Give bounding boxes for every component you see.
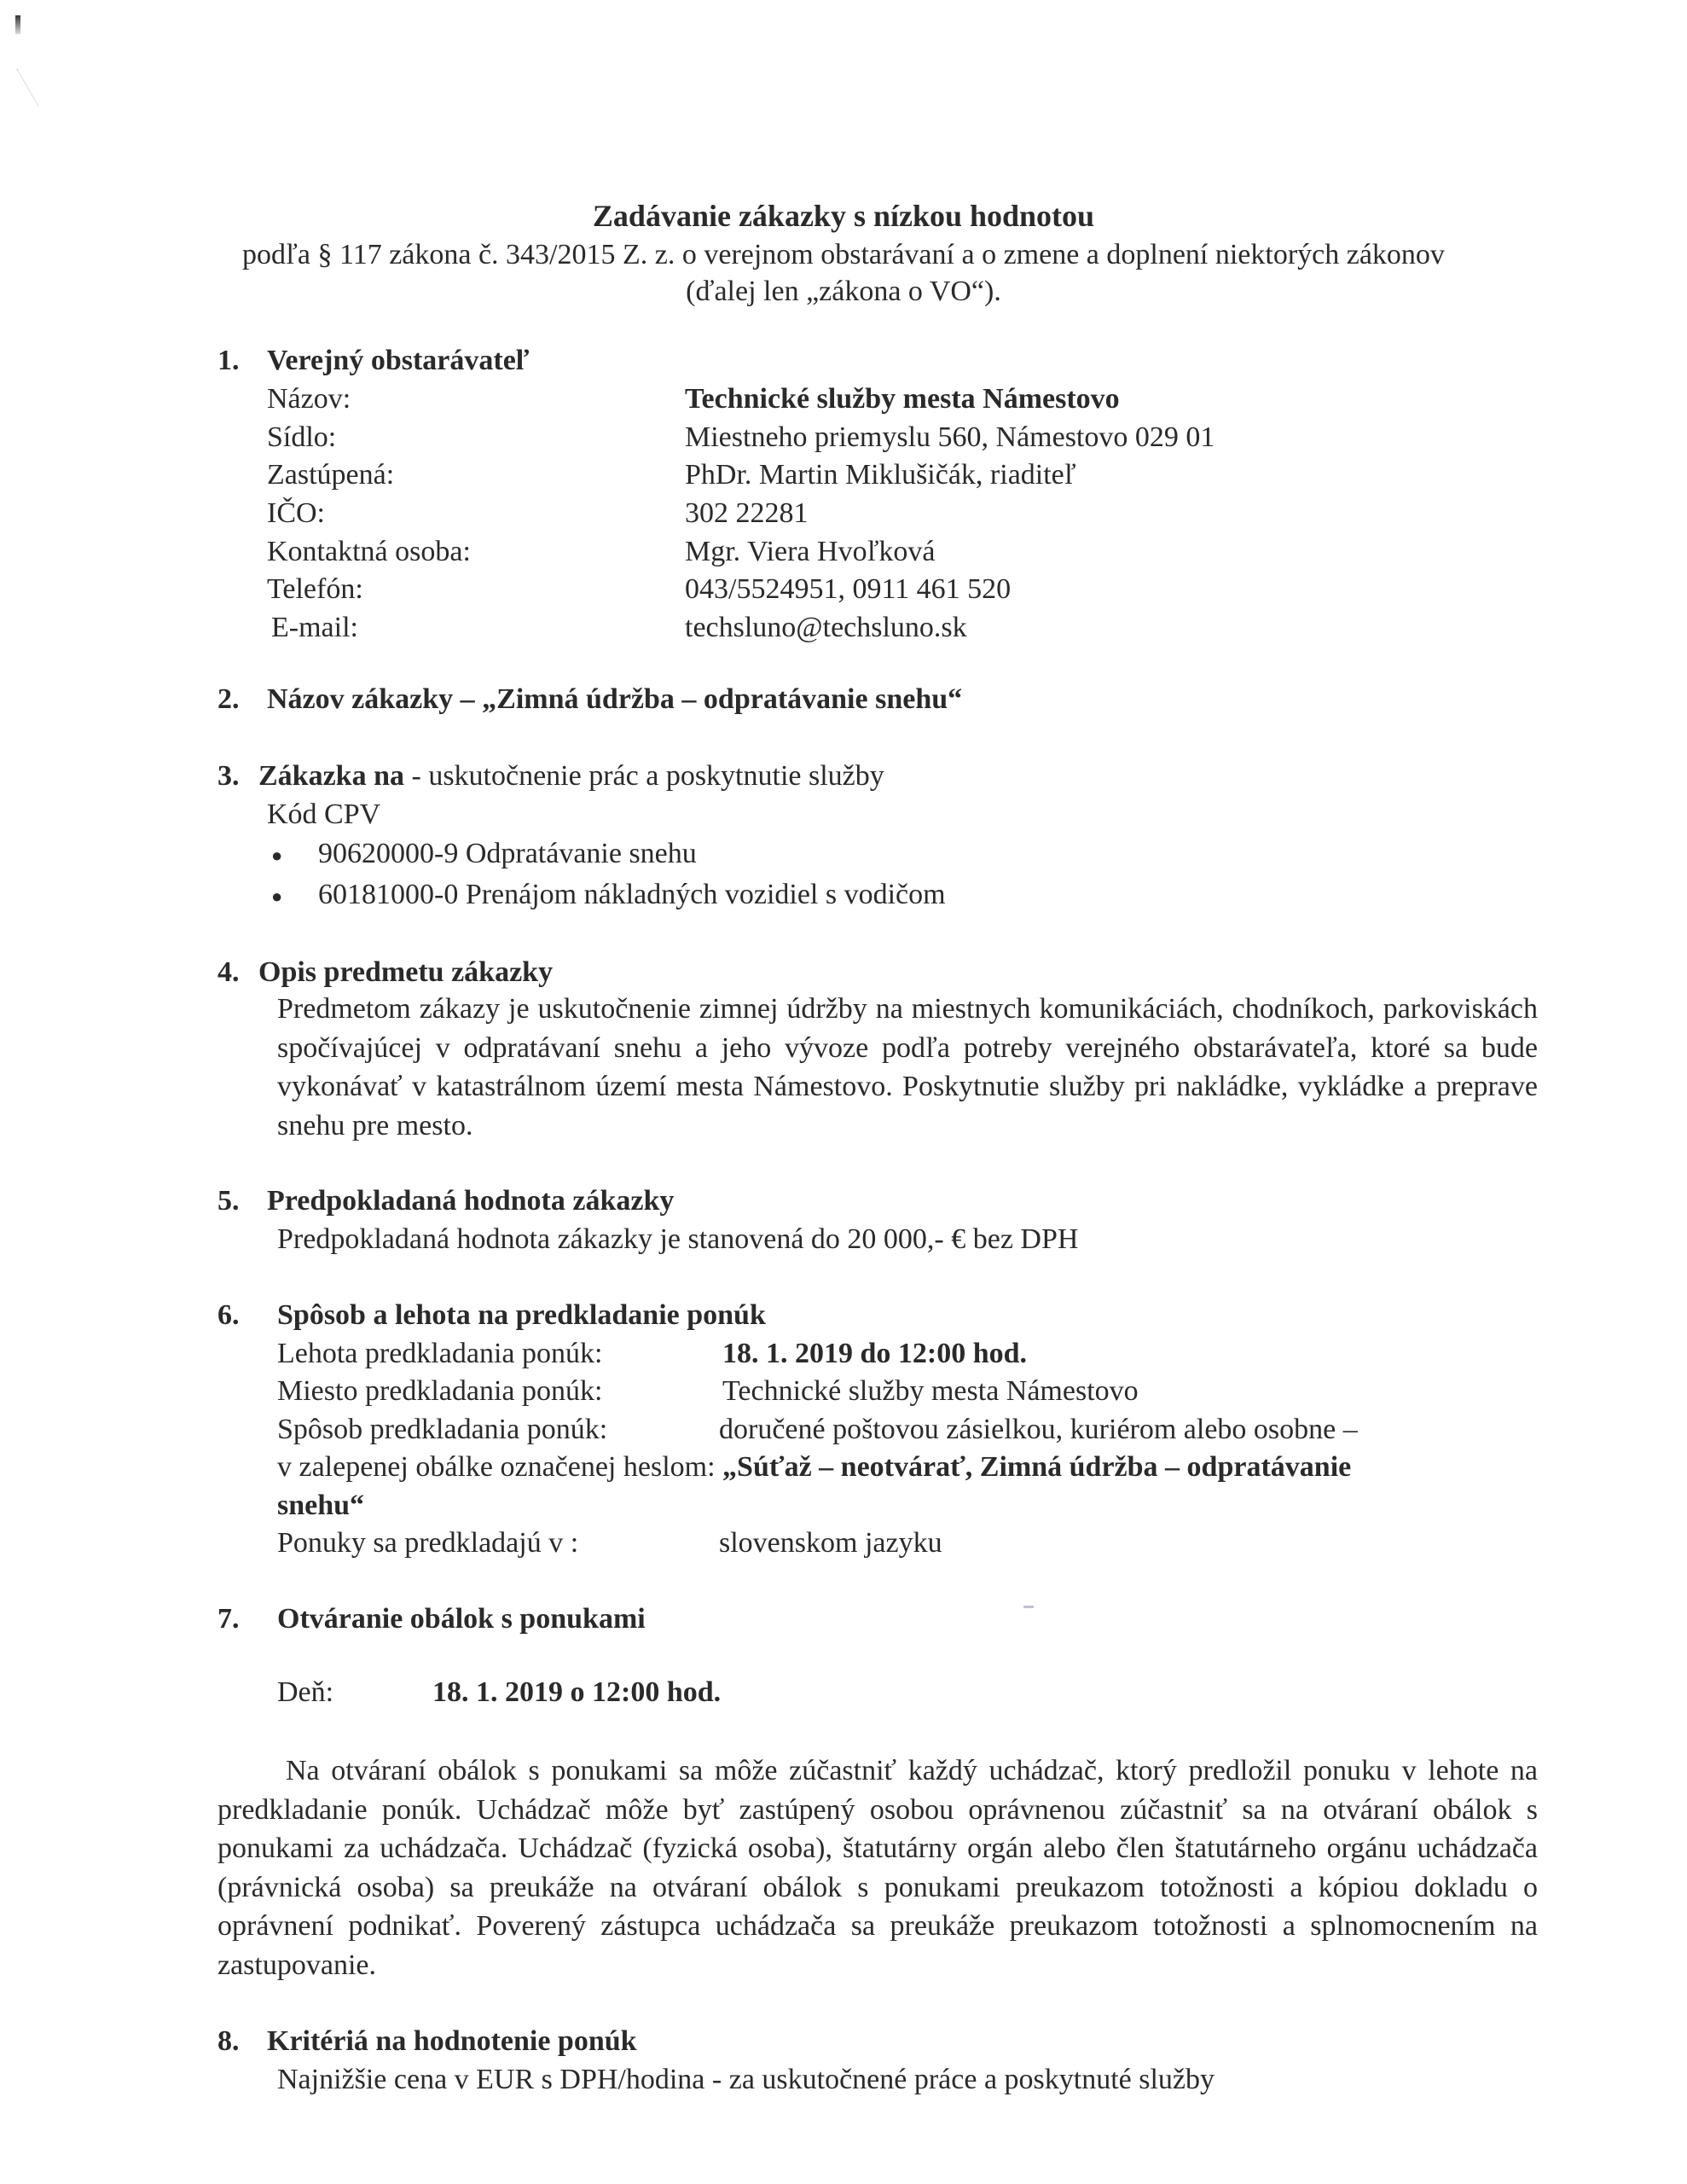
- scan-artifact: [1023, 1606, 1034, 1608]
- field-value: doručené poštovou zásielkou, kuriérom alebo osobne –: [719, 1414, 1358, 1445]
- envelope-password-cont: snehu“: [277, 1490, 365, 1521]
- scan-artifact: [15, 15, 20, 34]
- section-heading: Zákazka na: [258, 760, 404, 792]
- day-value: 18. 1. 2019 o 12:00 hod.: [432, 1676, 722, 1708]
- field-value: PhDr. Martin Miklušičák, riaditeľ: [685, 459, 1076, 491]
- envelope-password: „Súťaž – neotvárať, Zimná údržba – odpratávanie: [722, 1451, 1352, 1483]
- section-number: 1.: [217, 345, 240, 376]
- section-number: 4.: [217, 956, 240, 988]
- field-value: slovenskom jazyku: [719, 1527, 942, 1559]
- section-heading: Otváranie obálok s ponukami: [277, 1603, 646, 1635]
- section-number: 8.: [217, 2025, 240, 2057]
- deadline-value: 18. 1. 2019 do 12:00 hod.: [722, 1338, 1028, 1369]
- bullet-icon: ●: [271, 845, 283, 866]
- section-body: Najnižšie cena v EUR s DPH/hodina - za uskutočnené práce a poskytnuté služby: [277, 2064, 1215, 2095]
- document-subtitle-2: (ďalej len „zákona o VO“).: [686, 276, 1001, 307]
- field-label: IČO:: [267, 497, 325, 529]
- section-heading: Názov zákazky – „Zimná údržba – odpratávanie snehu“: [267, 683, 963, 715]
- field-value: Technické služby mesta Námestovo: [685, 383, 1120, 415]
- section-number: 2.: [217, 683, 240, 715]
- section-heading: Kritériá na hodnotenie ponúk: [267, 2025, 637, 2057]
- field-label: Spôsob predkladania ponúk:: [277, 1414, 608, 1445]
- envelope-text: v zalepenej obálke označenej heslom:: [277, 1451, 723, 1483]
- field-value: Mgr. Viera Hvoľková: [685, 536, 936, 567]
- section-body: Predpokladaná hodnota zákazky je stanovená do 20 000,- € bez DPH: [277, 1223, 1079, 1255]
- bullet-icon: ●: [271, 886, 283, 907]
- cpv-label: Kód CPV: [267, 799, 381, 830]
- email-value: techsluno@techsluno.sk: [685, 612, 967, 643]
- section-heading-rest: - uskutočnenie prác a poskytnutie služby: [404, 760, 884, 792]
- section-heading: Predpokladaná hodnota zákazky: [267, 1185, 675, 1217]
- section-heading-line: [258, 759, 884, 793]
- scan-artifact: [17, 56, 61, 107]
- field-value: Miestneho priemyslu 560, Námestovo 029 01: [685, 421, 1215, 453]
- cpv-item: 90620000-9 Odpratávanie snehu: [318, 838, 697, 869]
- field-value: Technické služby mesta Námestovo: [722, 1375, 1139, 1407]
- section-body: Predmetom zákazy je uskutočnenie zimnej údržby na miestnych komunikáciách, chodníkoch, parkoviskách spočívajúcej v odpratávaní snehu a jeho vývoze podľa potreby verejného obstarávateľa, ktoré sa bude vykonávať v katastrálnom území mesta Námestovo. Poskytnutie služby pri nakládke, vykládke a preprave snehu pre mesto.: [277, 993, 1538, 1141]
- section-number: 5.: [217, 1185, 240, 1217]
- field-label: Zastúpená:: [267, 459, 395, 491]
- field-value: 302 22281: [685, 497, 809, 529]
- field-label: Telefón:: [267, 573, 363, 605]
- field-label: Kontaktná osoba:: [267, 536, 471, 567]
- field-label: Lehota predkladania ponúk:: [277, 1338, 603, 1369]
- field-label: E-mail:: [271, 612, 358, 643]
- field-label: Ponuky sa predkladajú v :: [277, 1527, 579, 1559]
- field-label: Sídlo:: [267, 421, 337, 453]
- document-title: Zadávanie zákazky s nízkou hodnotou: [592, 199, 1095, 233]
- section-heading: Spôsob a lehota na predkladanie ponúk: [277, 1299, 766, 1331]
- section-number: 3.: [217, 760, 240, 792]
- document-subtitle: podľa § 117 zákona č. 343/2015 Z. z. o verejnom obstarávaní a o zmene a doplnení niektorých zákonov: [242, 239, 1445, 270]
- field-label: Miesto predkladania ponúk:: [277, 1375, 603, 1407]
- section-heading: Verejný obstarávateľ: [267, 345, 530, 376]
- section-heading: Opis predmetu zákazky: [258, 956, 554, 988]
- field-value: 043/5524951, 0911 461 520: [685, 573, 1012, 605]
- section-body: Na otváraní obálok s ponukami sa môže zúčastniť každý uchádzač, ktorý predložil ponuku v lehote na predkladanie ponúk. Uchádzač môže byť zastúpený osobou oprávnenou zúčastniť sa na otváraní obálok s ponukami za uchádzača. Uchádzač (fyzická osoba), štatutárny orgán alebo člen štatutárneho orgánu uchádzača (právnická osoba) sa preukáže na otváraní obálok s ponukami preukazom totožnosti a kópiou dokladu o oprávnení podnikať. Poverený zástupca uchádzača sa preukáže preukazom totožnosti a splnomocnením na zastupovanie.: [217, 1755, 1538, 1981]
- section-number: 6.: [217, 1299, 240, 1331]
- cpv-item: 60181000-0 Prenájom nákladných vozidiel s vodičom: [318, 879, 946, 910]
- envelope-line: [277, 1450, 1351, 1484]
- field-label: Deň:: [277, 1676, 334, 1708]
- field-label: Názov:: [267, 383, 351, 415]
- section-number: 7.: [217, 1603, 240, 1635]
